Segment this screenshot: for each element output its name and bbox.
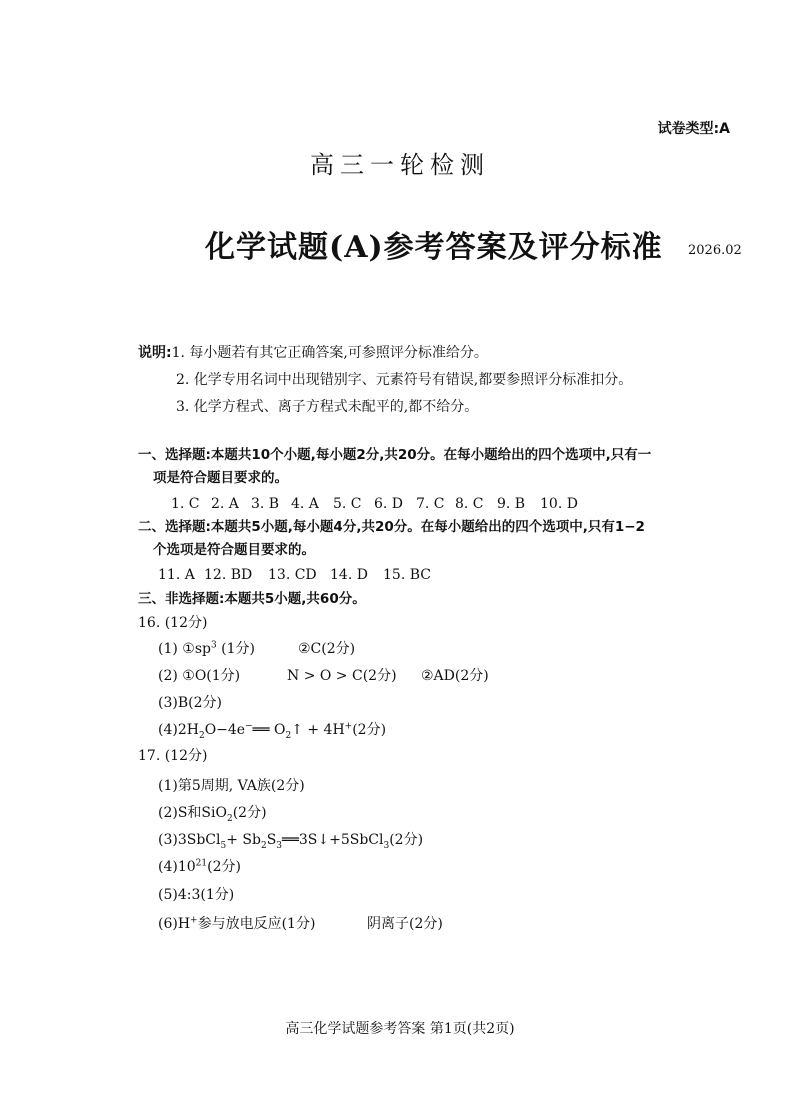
answer-13: 13. CD — [268, 567, 317, 583]
q16-title: 16. (12分) — [138, 615, 208, 631]
q17-part5: (5)4:3(1分) — [158, 887, 235, 903]
q17-part3-a: (3)3SbCl — [158, 832, 221, 848]
q17-title: 17. (12分) — [138, 748, 208, 764]
answer-4: 4. A — [291, 496, 319, 512]
q16-part1-a: (1) ①sp — [158, 641, 211, 657]
q16-part1 — [158, 639, 255, 659]
answer-2: 2. A — [211, 496, 239, 512]
q16-part2-b: N > O > C(2分) — [287, 668, 397, 684]
q16-part4-d: ↑ + 4H — [291, 722, 345, 738]
q17-part3-b: + Sb — [226, 832, 261, 848]
q16-part1-sup: 3 — [210, 640, 217, 651]
q16-part4-sub-o2: 2 — [285, 730, 292, 741]
q16-part4-sup-minus: − — [245, 721, 253, 732]
q16-part3: (3)B(2分) — [158, 695, 222, 711]
q17-part4-score: (2分) — [207, 859, 241, 875]
q17-part6-sup: + — [190, 915, 198, 926]
q17-part2-sub: 2 — [226, 813, 233, 824]
main-title: 化学试题(A)参考答案及评分标准 — [205, 230, 663, 265]
q16-part2-c: ②AD(2分) — [421, 668, 489, 684]
answer-9: 9. B — [497, 496, 526, 512]
q17-part2 — [158, 803, 267, 823]
answer-6: 6. D — [374, 496, 404, 512]
document-date: 2026.02 — [688, 243, 742, 258]
q17-part3-sub5: 5 — [220, 840, 227, 851]
q17-part4-sup: 21 — [195, 858, 208, 869]
q17-part3-c: S — [266, 832, 277, 848]
answer-10: 10. D — [540, 496, 578, 512]
q17-part3-d: ══3S↓+5SbCl — [282, 832, 384, 848]
q16-part4-c: ══ O — [252, 722, 286, 738]
answer-7: 7. C — [416, 496, 445, 512]
section2-heading-line2: 个选项是符合题目要求的。 — [153, 542, 315, 558]
q16-part1-b: ②C(2分) — [298, 641, 356, 657]
section1-heading-line1: 一、选择题:本题共10个小题,每小题2分,共20分。在每小题给出的四个选项中,只有一 — [138, 447, 652, 463]
paper-type: 试卷类型:A — [657, 121, 730, 137]
answer-5: 5. C — [333, 496, 362, 512]
q17-part6-c: 阴离子(2分) — [367, 916, 443, 932]
answer-1: 1. C — [171, 496, 200, 512]
q17-part3-sub3b: 3 — [383, 840, 390, 851]
q16-part4-a: (4)2H — [158, 722, 199, 738]
q16-part2-a: (2) ①O(1分) — [158, 668, 241, 684]
q17-part1: (1)第5周期, VA族(2分) — [158, 778, 305, 794]
section1-heading-line2: 项是符合题目要求的。 — [153, 470, 288, 486]
answer-11: 11. A — [158, 567, 195, 583]
answer-8: 8. C — [455, 496, 484, 512]
q16-part4-score: (2分) — [352, 722, 387, 738]
answer-3: 3. B — [251, 496, 280, 512]
q16-part1-a-score: (1分) — [216, 641, 255, 657]
answer-14: 14. D — [330, 567, 368, 583]
q17-part3-sub2: 2 — [260, 840, 267, 851]
notes-item-1: 1. 每小题若有其它正确答案,可参照评分标准给分。 — [171, 345, 488, 361]
q16-part4-b: O−4e — [204, 722, 246, 738]
q17-part2-a: (2)S和SiO — [158, 805, 227, 821]
q17-part3-sub3a: 3 — [276, 840, 283, 851]
q17-part3 — [158, 830, 423, 850]
q17-part2-score: (2分) — [232, 805, 267, 821]
q16-part4-sup-plus: + — [344, 721, 353, 732]
q17-part4-a: (4)10 — [158, 859, 196, 875]
q17-part4 — [158, 857, 241, 877]
q17-part3-score: (2分) — [389, 832, 424, 848]
exam-title: 高三一轮检测 — [310, 151, 490, 179]
page-footer: 高三化学试题参考答案 第1页(共2页) — [285, 1021, 515, 1037]
q16-part4 — [158, 720, 386, 740]
section2-heading-line1: 二、选择题:本题共5小题,每小题4分,共20分。在每小题给出的四个选项中,只有1−2 — [138, 519, 645, 535]
notes-line-1 — [138, 343, 488, 363]
notes-item-2: 2. 化学专用名词中出现错别字、元素符号有错误,都要参照评分标准扣分。 — [176, 372, 633, 388]
answer-15: 15. BC — [383, 567, 431, 583]
notes-item-3: 3. 化学方程式、离子方程式未配平的,都不给分。 — [176, 399, 479, 415]
answer-12: 12. BD — [204, 567, 253, 583]
q17-part6-b: 参与放电反应(1分) — [197, 916, 316, 932]
q17-part6-a: (6)H — [158, 916, 191, 932]
notes-label: 说明: — [138, 345, 172, 361]
q16-part4-sub: 2 — [198, 730, 205, 741]
section3-heading: 三、非选择题:本题共5小题,共60分。 — [138, 591, 366, 607]
q17-part6 — [158, 914, 315, 934]
